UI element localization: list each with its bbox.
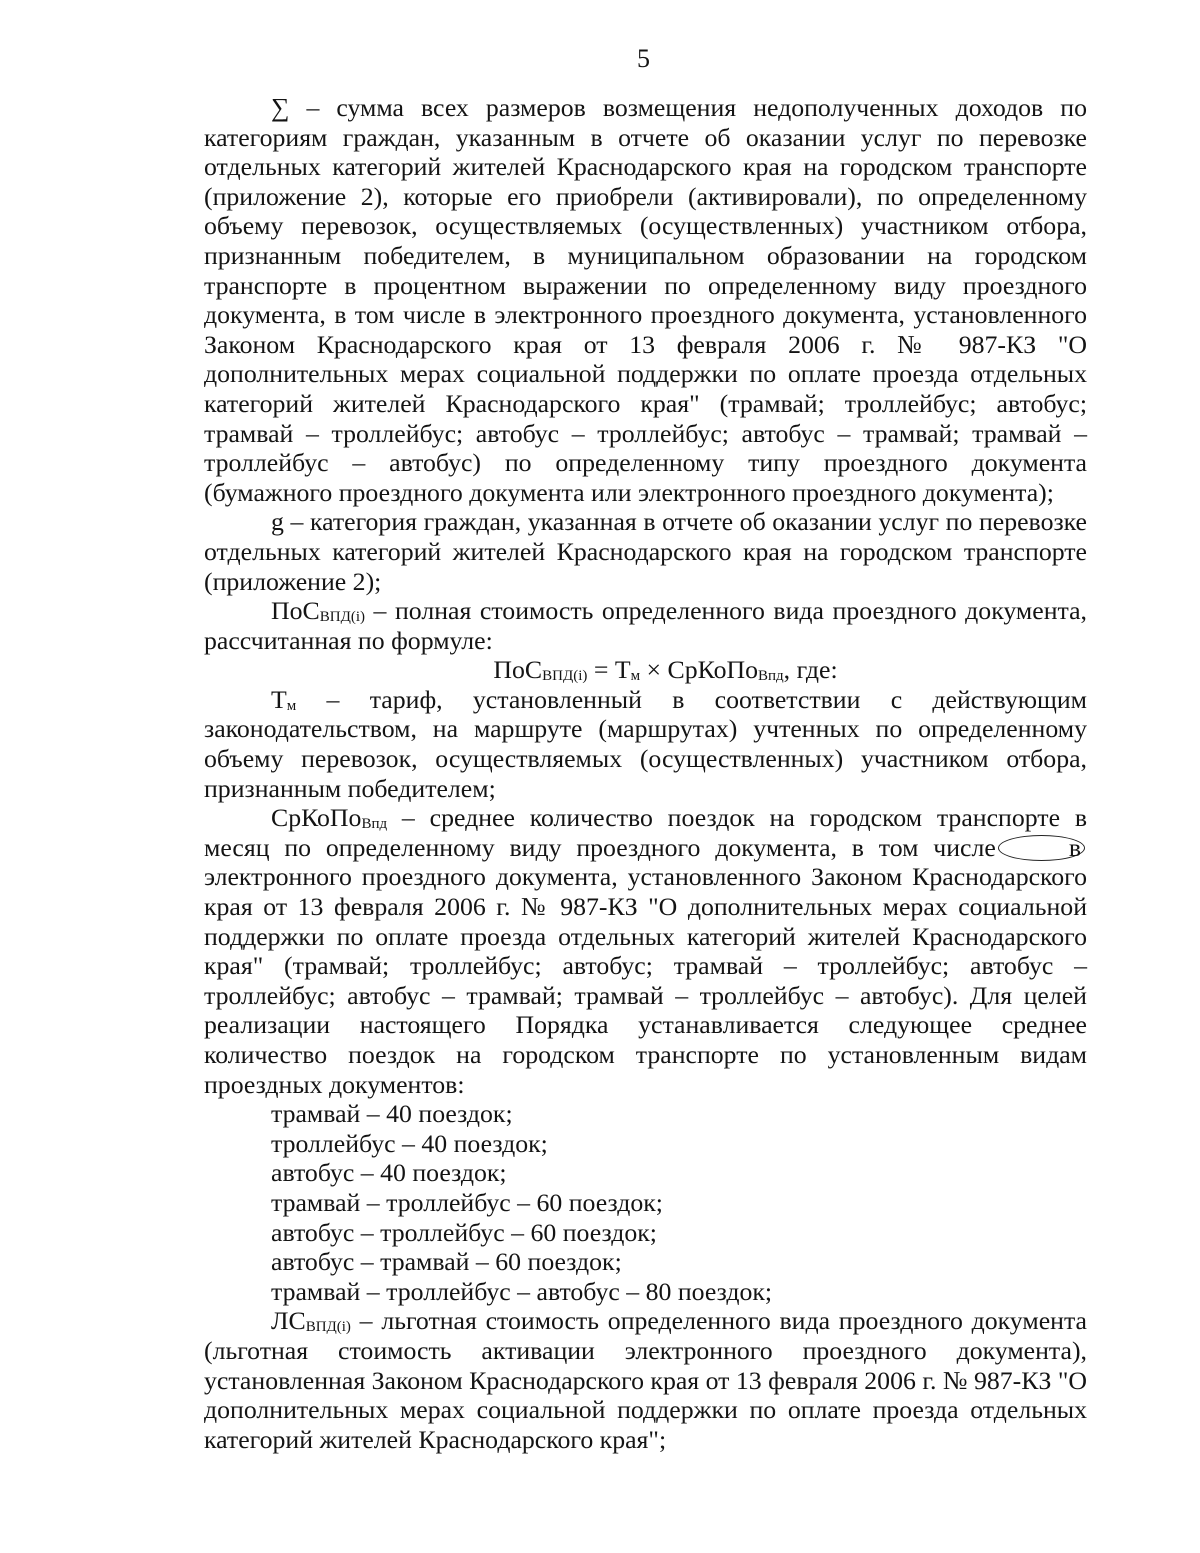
formula-rhs-subscript: Впд: [758, 668, 784, 685]
term-srkopo: СрКоПо: [271, 803, 362, 833]
srkopo-definition-text-b: электронного проездного документа, установленного Законом Краснодарского края от 13 февраля 2006 г. № 987-КЗ "О дополнительных мерах социальной поддержки по оплате проезда отдельных категорий жителей Краснодарского края" (трамвай; троллейбус; автобус; трамвай – троллейбус; автобус – троллейбус; автобус – трамвай; трамвай – троллейбус – автобус). Для целей реализации настоящего Порядка устанавливается следующее среднее количество поездок на городском транспорте по установленным видам проездных документов:: [204, 862, 1087, 1099]
term-ls-subscript: ВПД(i): [305, 1319, 351, 1336]
paragraph-ls-definition: [204, 1306, 1087, 1454]
ls-definition-text: – льготная стоимость определенного вида проездного документа (льготная стоимость активации электронного проездного документа), установленная Законом Краснодарского края от 13 февраля 2006 г. № 987-КЗ "О дополнительных мерах социальной поддержки по оплате проезда отдельных категорий жителей Краснодарского края";: [204, 1306, 1087, 1454]
trip-item: троллейбус – 40 поездок;: [271, 1128, 548, 1158]
trip-item: трамвай – троллейбус – автобус – 80 поездок;: [271, 1276, 773, 1306]
term-srkopo-subscript: Впд: [361, 816, 388, 833]
paragraph-g-definition: g – категория граждан, указанная в отчете об оказании услуг по перевозке отдельных категорий жителей Краснодарского края на городском транспорте (приложение 2);: [204, 507, 1087, 596]
page-number: 5: [637, 44, 650, 73]
srkopo-definition-text-a: – среднее количество поездок на городском транспорте в месяц по определенному виду проездного документа, в том числе: [204, 803, 1087, 862]
paragraph-tm-definition: [204, 685, 1087, 803]
trip-item: трамвай – 40 поездок;: [271, 1099, 513, 1129]
document-body: [204, 93, 1087, 1454]
trip-item: автобус – троллейбус – 60 поездок;: [271, 1217, 657, 1247]
term-tm: Т: [271, 684, 287, 714]
formula-eq: = Т: [587, 655, 631, 685]
formula-lhs-subscript: ВПД(i): [542, 668, 588, 685]
formula-tail: , где:: [783, 655, 838, 685]
tm-definition-text: – тариф, установленный в соответствии с действующим законодательством, на маршруте (маршрутах) учтенных по определенному объему перевозок, осуществляемых (осуществленных) участником отбора, признанным победителем;: [204, 684, 1087, 803]
paragraph-posvpd-definition: [204, 596, 1087, 655]
paragraph-sum-definition: ∑ – сумма всех размеров возмещения недополученных доходов по категориям граждан, указанным в отчете об оказании услуг по перевозке отдельных категорий жителей Краснодарского края на городском транспорте (приложение 2), которые его приобрели (активировали), по определенному объему перевозок, осуществляемых (осуществленных) участником отбора, признанным победителем, в муниципальном образовании на городском транспорте в процентном выражении по определенному виду проездного документа, в том числе в электронного проездного документа, установленного Законом Краснодарского края от 13 февраля 2006 г. № 987-КЗ "О дополнительных мерах социальной поддержки по оплате проезда отдельных категорий жителей Краснодарского края" (трамвай; троллейбус; автобус; трамвай – троллейбус; автобус – троллейбус; автобус – трамвай; трамвай – троллейбус – автобус) по определенному типу проездного документа (бумажного проездного документа или электронного проездного документа);: [204, 93, 1087, 507]
circled-mark: в: [998, 835, 1085, 861]
term-posvpd-subscript: ВПД(i): [319, 609, 365, 626]
trip-item: автобус – 40 поездок;: [271, 1158, 507, 1188]
formula-lhs: ПоС: [493, 655, 543, 685]
formula-times: × СрКоПо: [640, 655, 758, 685]
formula-line: [204, 655, 1087, 685]
term-tm-subscript: м: [286, 697, 297, 714]
formula-tm-subscript: м: [630, 668, 641, 685]
posvpd-definition-text: – полная стоимость определенного вида проездного документа, рассчитанная по формуле:: [204, 596, 1087, 655]
trip-item: трамвай – троллейбус – 60 поездок;: [271, 1187, 663, 1217]
trip-item: автобус – трамвай – 60 поездок;: [271, 1247, 622, 1277]
paragraph-srkopo-definition: [204, 803, 1087, 1099]
term-ls: ЛС: [271, 1306, 306, 1336]
term-posvpd: ПоС: [271, 596, 320, 626]
